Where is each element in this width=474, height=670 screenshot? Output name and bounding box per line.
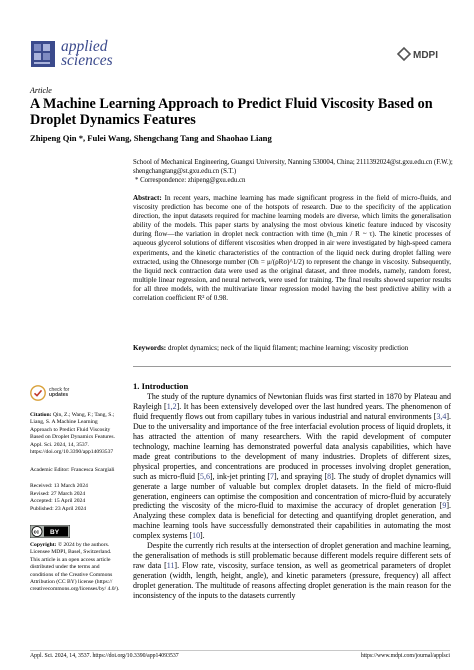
- academic-editor: Academic Editor: Francesca Scargiali: [30, 467, 115, 473]
- keywords-label: Keywords:: [133, 344, 167, 352]
- body-text: [133, 392, 451, 601]
- article-title: A Machine Learning Approach to Predict Fluid Viscosity Based on Droplet Dynamics Features: [30, 96, 433, 128]
- svg-text:BY: BY: [50, 529, 60, 536]
- paragraph-text: ]. Due to the universality and importance of the free interfacial evolution process of liquid droplets, it has attracted the attention of many researchers. With the rapid development of computer technology, machine learning has demonstrated powerful data analysis capabilities, which have made great contributions to the development of many industries. Droplets of different sizes, physical properties, and concentrations are produced in processes involving droplet generation, such as micro-fluid [: [133, 411, 451, 481]
- citation-reference-link[interactable]: 9: [442, 501, 447, 511]
- journal-name-line1: applied: [61, 38, 108, 55]
- citation-text: Qin, Z.; Wang, F.; Tang, S.; Liang, S. A Machine Learning Approach to Predict Fluid Viscosity Based on Droplet Dynamics Features. Appl. Sci. 2024, 14, 3537. https://doi.org/10.3390/app14093537: [30, 412, 115, 456]
- check-for-updates-badge[interactable]: [30, 383, 90, 403]
- section-heading: 1. Introduction: [133, 381, 189, 391]
- dates-block: [30, 483, 125, 513]
- citation-reference-link[interactable]: 3,4: [436, 411, 447, 421]
- date-published: Published: 23 April 2024: [30, 505, 87, 512]
- affiliation-line: School of Mechanical Engineering, Guangxi University, Nanning 530004, China; 2111392024@st.gxu.edu.cn (F.W.);: [133, 159, 453, 166]
- date-received: Received: 13 March 2024: [30, 483, 88, 489]
- citation-reference-link[interactable]: 5,6: [199, 471, 210, 481]
- footer-citation: Appl. Sci. 2024, 14, 3537. https://doi.org/10.3390/app14093537: [30, 653, 179, 659]
- affiliation-line: shengchangtang@st.gxu.edu.cn (S.T.): [133, 168, 237, 175]
- abstract-label: Abstract:: [133, 194, 162, 202]
- paragraph-text: ]. The study of droplet dynamics will generate a large number of valuable but complex droplet datasets. In the field of micro-fluid generation, engineers can optimise the composition and concentration of micro-fluid by accurately predicting the viscosity of the micro-fluid to maximise the accuracy of droplet generation [: [133, 471, 451, 511]
- abstract-text: In recent years, machine learning has made significant progress in the field of micro-fluids, and viscosity prediction has become one of the hotspots of research. Due to the specificity of the application direction, the input datasets required for machine learning models are diverse, which limits the generalisation ability of the models. This paper starts by analysing the most obvious kinetic feature induced by viscosity during flow—the variation in droplet neck contraction with time (h_min / R ~ τ). The kinetic processes of aqueous glycerol solutions of different viscosities when dropped in air were investigated by high-speed camera experiments, and the kinetic characteristics of the contraction of the liquid neck during droplet falling were extracted, using the Ohnesorge number (Oh = μ/(ρRσ)^1/2) to represent the change in viscosity. Subsequently, the liquid neck contraction data were used as the original dataset, and three models, namely, random forest, multiple linear regression, and neural network, were used for training. The final results showed superior results for all three models, with the multivariate linear regression model having the best predictive ability with a correlation coefficient R² of 0.98.: [133, 194, 451, 303]
- citation-reference-link[interactable]: 1,2: [166, 401, 177, 411]
- date-accepted: Accepted: 15 April 2024: [30, 498, 86, 505]
- mdpi-logo: [396, 45, 446, 63]
- abstract: [133, 194, 451, 303]
- check-updates-line: check for: [49, 386, 70, 393]
- affiliation-block: [133, 158, 453, 185]
- divider: [133, 366, 451, 367]
- citation-reference-link[interactable]: 7: [270, 471, 275, 481]
- correspondence: * Correspondence: zhipeng@gxu.edu.cn: [135, 177, 246, 184]
- citation-block: [30, 412, 120, 456]
- paragraph-text: Despite the currently rich results at the intersection of droplet generation and machine learning, the generalisation of methods is still problematic because different models require different sets of raw data [: [133, 541, 451, 571]
- author-list: Zhipeng Qin *, Fulei Wang, Shengchang Tang and Shaohao Liang: [30, 133, 272, 143]
- article-type: Article: [30, 86, 52, 95]
- paragraph: [133, 392, 451, 541]
- paragraph-text: ]. Analyzing these complex data is beneficial for detecting and quantifying droplet generation, and machine learning tools have successfully demonstrated their capabilities in automating the most complex systems [: [133, 501, 451, 541]
- paragraph-text: The study of the rupture dynamics of Newtonian fluids was first started in 1870 by Plateau and Rayleigh [: [133, 392, 451, 411]
- journal-logo-icon: [31, 41, 55, 67]
- paragraph-text: ]. Flow rate, viscosity, surface tension, as well as geometrical parameters of droplet generation (width, length, height, angle), and kinetic parameters (pressure, frequency) all affect droplet generation. The multitude of reasons affecting droplet generation is the main reason for the inconsistency of the inputs to the datasets currently: [133, 561, 452, 601]
- check-updates-text: [49, 388, 69, 399]
- paragraph-text: ].: [200, 531, 205, 541]
- svg-text:MDPI: MDPI: [413, 50, 438, 61]
- keywords-text: droplet dynamics; neck of the liquid filament; machine learning; viscosity prediction: [167, 344, 409, 352]
- check-updates-icon: [30, 385, 46, 401]
- copyright-text: © 2024 by the authors. Licensee MDPI, Basel, Switzerland. This article is an open access article distributed under the terms and conditions of the Creative Commons Attribution (CC BY) license (https:// creativecommons.org/licenses/by/ 4.0/).: [30, 542, 120, 593]
- copyright-block: [30, 542, 120, 594]
- citation-reference-link[interactable]: 10: [192, 531, 201, 541]
- cc-by-license-icon: [30, 525, 70, 538]
- footer-divider: [30, 650, 450, 651]
- paragraph-text: ], ink-jet printing [: [209, 471, 271, 481]
- copyright-label: Copyright:: [30, 542, 57, 548]
- svg-text:cc: cc: [33, 529, 40, 536]
- paragraph-text: ]. It has been extensively developed over the last hundred years. The phenomenon of fluid frequently flows out from capillary tubes in various industrial and natural environments [: [133, 401, 451, 421]
- paragraph: [133, 541, 451, 601]
- journal-name-line2: sciences: [61, 52, 113, 69]
- date-revised: Revised: 27 March 2024: [30, 490, 86, 497]
- paragraph-text: ], and spraying [: [274, 471, 328, 481]
- journal-name: [61, 40, 113, 68]
- citation-reference-link[interactable]: 11: [166, 561, 175, 571]
- citation-reference-link[interactable]: 8: [327, 471, 332, 481]
- keywords: [133, 344, 451, 353]
- citation-label: Citation:: [30, 412, 52, 418]
- check-updates-line: updates: [49, 392, 69, 398]
- footer-journal-url[interactable]: https://www.mdpi.com/journal/applsci: [360, 653, 450, 659]
